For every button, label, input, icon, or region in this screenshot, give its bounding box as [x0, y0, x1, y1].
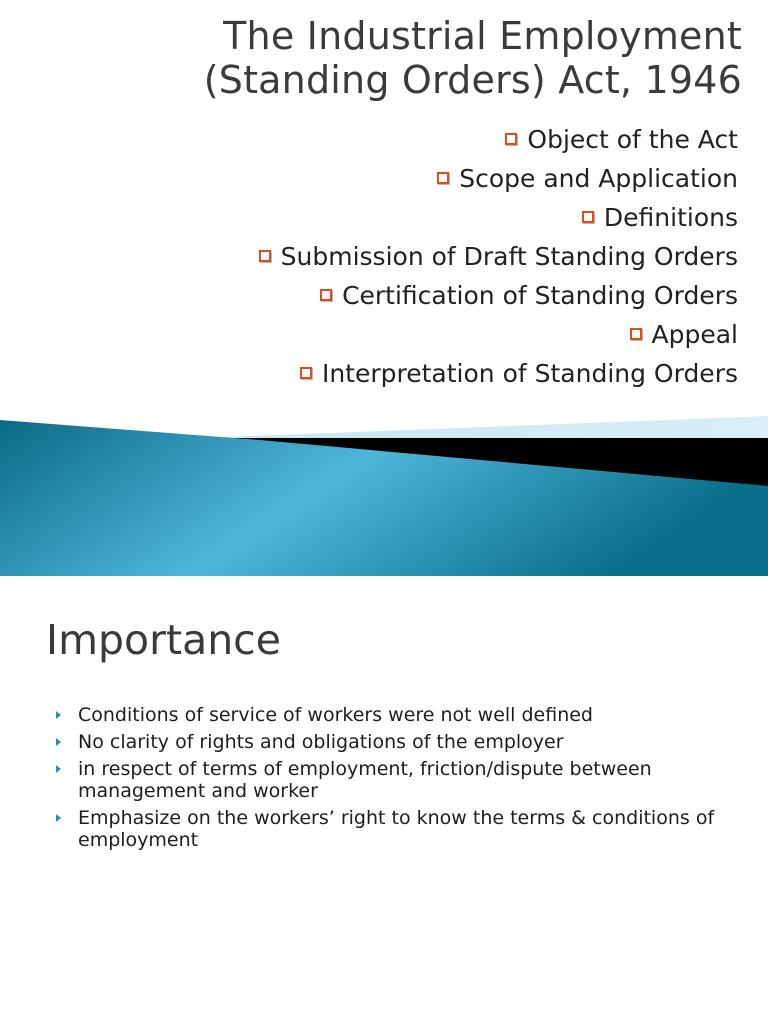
- outline-item-text: Interpretation of Standing Orders: [321, 359, 738, 388]
- square-bullet-icon: [320, 289, 332, 301]
- square-bullet-icon: [437, 172, 449, 184]
- slide-heading: Importance: [46, 616, 281, 664]
- square-bullet-icon: [259, 250, 271, 262]
- importance-list: [56, 704, 746, 856]
- outline-item: [259, 354, 738, 393]
- list-item: [56, 731, 746, 753]
- slide-2: [0, 576, 768, 1024]
- outline-item: [259, 198, 738, 237]
- square-bullet-icon: [630, 328, 642, 340]
- square-bullet-icon: [300, 367, 312, 379]
- list-item-text: No clarity of rights and obligations of the employer: [78, 731, 564, 753]
- list-item: [56, 704, 746, 726]
- title-line-1: The Industrial Employment: [223, 14, 742, 58]
- outline-item-text: Object of the Act: [527, 125, 738, 154]
- list-item: [56, 807, 746, 851]
- square-bullet-icon: [582, 211, 594, 223]
- list-item-text: Conditions of service of workers were not well defined: [78, 704, 593, 726]
- outline-item: [259, 159, 738, 198]
- outline-item: [259, 315, 738, 354]
- outline-item: [259, 120, 738, 159]
- list-item-text: Emphasize on the workers’ right to know the terms & conditions of employment: [78, 807, 715, 851]
- outline-list: [259, 120, 738, 393]
- arrow-bullet-icon: [56, 738, 61, 746]
- outline-item: [259, 276, 738, 315]
- outline-item-text: Submission of Draft Standing Orders: [280, 242, 738, 271]
- arrow-bullet-icon: [56, 814, 61, 822]
- outline-item: [259, 237, 738, 276]
- square-bullet-icon: [505, 133, 517, 145]
- outline-item-text: Certification of Standing Orders: [342, 281, 738, 310]
- arrow-bullet-icon: [56, 765, 61, 773]
- decorative-wave-band: [0, 410, 768, 576]
- title-line-2: (Standing Orders) Act, 1946: [203, 58, 742, 102]
- slide-title: [204, 14, 742, 102]
- list-item: [56, 758, 746, 802]
- outline-item-text: Appeal: [651, 320, 738, 349]
- list-item-text: in respect of terms of employment, friction/dispute between management and worker: [78, 758, 652, 802]
- arrow-bullet-icon: [56, 711, 61, 719]
- outline-item-text: Definitions: [603, 203, 738, 232]
- outline-item-text: Scope and Application: [459, 164, 738, 193]
- pale-band-shape: [200, 416, 768, 440]
